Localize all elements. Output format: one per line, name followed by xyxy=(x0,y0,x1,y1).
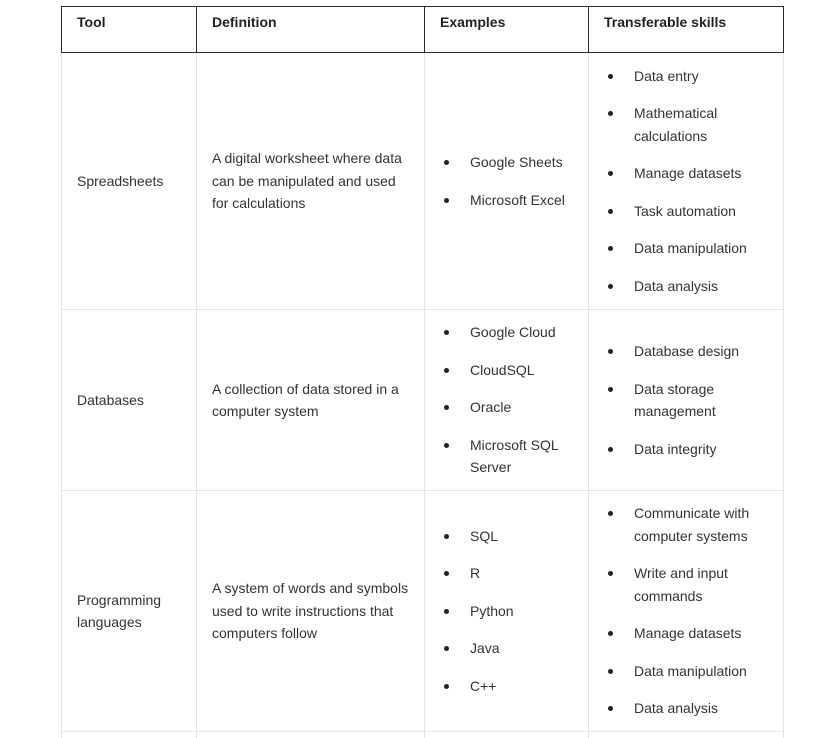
header-row xyxy=(62,7,784,53)
table-row-programming-languages xyxy=(62,491,784,732)
skill-label: Manage datasets xyxy=(634,625,742,642)
bullet-icon xyxy=(608,571,613,576)
skills-list xyxy=(604,502,768,720)
bullet-icon xyxy=(608,669,613,674)
examples-list xyxy=(440,525,573,698)
list-item xyxy=(470,434,573,479)
skill-label: Data entry xyxy=(634,67,699,84)
example-label: Microsoft SQL Server xyxy=(470,436,559,476)
bullet-icon xyxy=(444,198,449,203)
bullet-icon xyxy=(444,330,449,335)
list-item xyxy=(470,359,573,382)
skill-label: Mathematical calculations xyxy=(634,105,718,144)
list-item xyxy=(634,275,768,298)
bullet-icon xyxy=(444,405,449,410)
skill-label: Data analysis xyxy=(634,700,719,717)
bullet-icon xyxy=(608,74,613,79)
bullet-icon xyxy=(444,534,449,539)
bullet-icon xyxy=(444,609,449,614)
tool-definition: A digital worksheet where data can be manipulated and used for calculations xyxy=(197,53,425,310)
bullet-icon xyxy=(608,246,613,251)
skill-label: Task automation xyxy=(634,202,736,219)
header-tool: Tool xyxy=(62,7,197,53)
skills-list xyxy=(604,340,768,460)
bullet-icon xyxy=(608,349,613,354)
examples-list xyxy=(440,321,573,479)
skill-label: Data analysis xyxy=(634,277,719,294)
example-label: SQL xyxy=(470,527,499,544)
list-item xyxy=(470,525,573,548)
example-label: R xyxy=(470,565,481,582)
tools-table xyxy=(61,6,784,738)
list-item xyxy=(634,622,768,645)
header-transferable-skills: Transferable skills xyxy=(589,7,784,53)
example-label: Google Sheets xyxy=(470,154,563,170)
list-item xyxy=(470,637,573,660)
skill-label: Communicate with computer systems xyxy=(634,505,750,544)
tool-name: Programming languages xyxy=(62,491,197,732)
bullet-icon xyxy=(608,284,613,289)
skills-cell xyxy=(589,310,784,491)
list-item xyxy=(634,237,768,260)
bullet-icon xyxy=(444,684,449,689)
skill-label: Data integrity xyxy=(634,440,717,457)
header-examples: Examples xyxy=(425,7,589,53)
header-definition: Definition xyxy=(197,7,425,53)
list-item xyxy=(470,562,573,585)
example-label: CloudSQL xyxy=(470,361,535,378)
bullet-icon xyxy=(608,631,613,636)
skill-label: Data manipulation xyxy=(634,240,747,257)
bullet-icon xyxy=(444,160,449,165)
examples-cell xyxy=(425,491,589,732)
skills-cell xyxy=(589,53,784,310)
tool-definition: A collection of data stored in a computer system xyxy=(197,310,425,491)
skill-label: Data storage management xyxy=(634,380,716,419)
list-item xyxy=(634,65,768,88)
examples-list xyxy=(440,151,573,211)
bullet-icon xyxy=(608,706,613,711)
list-item xyxy=(634,200,768,223)
list-item xyxy=(634,502,768,547)
list-item xyxy=(634,562,768,607)
bullet-icon xyxy=(444,646,449,651)
list-item xyxy=(634,697,768,720)
example-label: Java xyxy=(470,640,500,657)
table-row-databases xyxy=(62,310,784,491)
list-item xyxy=(470,396,573,419)
example-label: Python xyxy=(470,602,514,619)
bullet-icon xyxy=(608,111,613,116)
list-item xyxy=(634,378,768,423)
list-item xyxy=(634,340,768,363)
bullet-icon xyxy=(608,447,613,452)
examples-cell xyxy=(425,53,589,310)
bullet-icon xyxy=(444,571,449,576)
list-item xyxy=(470,151,573,174)
bullet-icon xyxy=(608,209,613,214)
skills-list xyxy=(604,65,768,298)
skill-label: Manage datasets xyxy=(634,165,742,182)
bullet-icon xyxy=(608,387,613,392)
skill-label: Database design xyxy=(634,343,740,359)
example-label: Microsoft Excel xyxy=(470,191,565,208)
tool-name: Spreadsheets xyxy=(62,53,197,310)
example-label: Oracle xyxy=(470,399,512,416)
list-item xyxy=(470,189,573,212)
bullet-icon xyxy=(444,443,449,448)
skills-cell xyxy=(589,491,784,732)
table-row-spreadsheets xyxy=(62,53,784,310)
list-item xyxy=(634,162,768,185)
tool-definition: A system of words and symbols used to write instructions that computers follow xyxy=(197,491,425,732)
skill-label: Data manipulation xyxy=(634,662,747,679)
example-label: C++ xyxy=(470,677,497,694)
bullet-icon xyxy=(608,171,613,176)
bullet-icon xyxy=(444,368,449,373)
example-label: Google Cloud xyxy=(470,324,556,341)
bullet-icon xyxy=(608,511,613,516)
list-item xyxy=(634,102,768,147)
tool-name: Databases xyxy=(62,310,197,491)
list-item xyxy=(634,438,768,461)
list-item xyxy=(634,660,768,683)
examples-cell xyxy=(425,310,589,491)
list-item xyxy=(470,321,573,344)
list-item xyxy=(470,600,573,623)
list-item xyxy=(470,675,573,698)
skill-label: Write and input commands xyxy=(634,565,728,604)
